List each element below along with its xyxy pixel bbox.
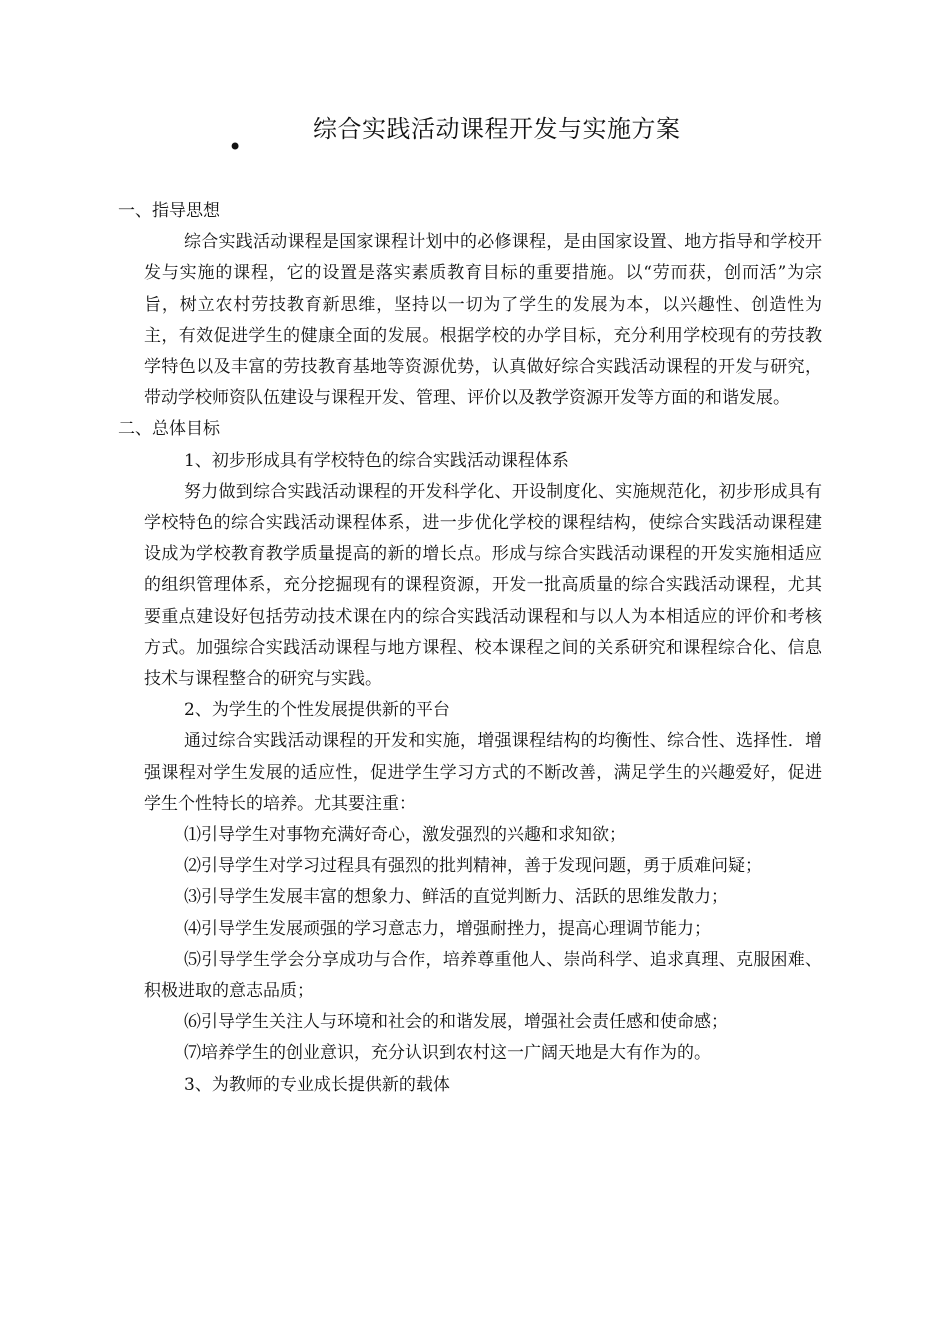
paragraph-guiding-ideology: 综合实践活动课程是国家课程计划中的必修课程，是由国家设置、地方指导和学校开发与实施的课程，它的设置是落实素质教育目标的重要措施。以“劳而获，创而活”为宗旨，树立农村劳技教育新思维，坚持以一切为了学生的发展为本，以兴趣性、创造性为主，有效促进学生的健康全面的发展。根据学校的办学目标，充分利用学校现有的劳技教学特色以及丰富的劳技教育基地等资源优势，认真做好综合实践活动课程的开发与研究，带动学校师资队伍建设与课程开发、管理、评价以及教学资源开发等方面的和谐发展。 bbox=[144, 232, 822, 409]
list-item-7: ⑺培养学生的创业意识，充分认识到农村这一广阔天地是大有作为的。 bbox=[184, 1043, 711, 1064]
list-item-6: ⑹引导学生关注人与环境和社会的和谐发展，增强社会责任感和使命感； bbox=[184, 1012, 728, 1033]
document-body bbox=[118, 196, 822, 1101]
paragraph-subsection-1: 努力做到综合实践活动课程的开发科学化、开设制度化、实施规范化，初步形成具有学校特色的综合实践活动课程体系，进一步优化学校的课程结构，使综合实践活动课程建设成为学校教育教学质量提高的新的增长点。形成与综合实践活动课程的开发实施相适应的组织管理体系，充分挖掘现有的课程资源，开发一批高质量的综合实践活动课程，尤其要重点建设好包括劳动技术课在内的综合实践活动课程和与以人为本相适应的评价和考核方式。加强综合实践活动课程与地方课程、校本课程之间的关系研究和课程综合化、信息技术与课程整合的研究与实践。 bbox=[144, 481, 822, 690]
subsection-title-2: 2、为学生的个性发展提供新的平台 bbox=[184, 700, 450, 721]
list-item-1: ⑴引导学生对事物充满好奇心，激发强烈的兴趣和求知欲； bbox=[184, 825, 626, 846]
document-title: 综合实践活动课程开发与实施方案 bbox=[313, 115, 681, 143]
list-item-3: ⑶引导学生发展丰富的想象力、鲜活的直觉判断力、活跃的思维发散力； bbox=[184, 887, 728, 908]
section-heading-overall-goals: 二、总体目标 bbox=[118, 419, 220, 440]
list-item-5: ⑸引导学生学会分享成功与合作，培养尊重他人、崇尚科学、追求真理、克服困难、积极进取的意志品质； bbox=[144, 949, 822, 1002]
paragraph-subsection-2: 通过综合实践活动课程的开发和实施，增强课程结构的均衡性、综合性、选择性．增强课程对学生发展的适应性，促进学生学习方式的不断改善，满足学生的兴趣爱好，促进学生个性特长的培养。尤其要注重： bbox=[144, 731, 822, 814]
list-item-4: ⑷引导学生发展顽强的学习意志力，增强耐挫力，提高心理调节能力； bbox=[184, 918, 711, 939]
bullet-marker: • bbox=[228, 133, 243, 161]
section-heading-guiding-ideology: 一、指导思想 bbox=[118, 201, 220, 221]
list-item-2: ⑵引导学生对学习过程具有强烈的批判精神，善于发现问题，勇于质难问疑； bbox=[184, 856, 762, 877]
subsection-title-3: 3、为教师的专业成长提供新的载体 bbox=[184, 1074, 450, 1095]
subsection-title-1: 1、初步形成具有学校特色的综合实践活动课程体系 bbox=[184, 450, 569, 471]
